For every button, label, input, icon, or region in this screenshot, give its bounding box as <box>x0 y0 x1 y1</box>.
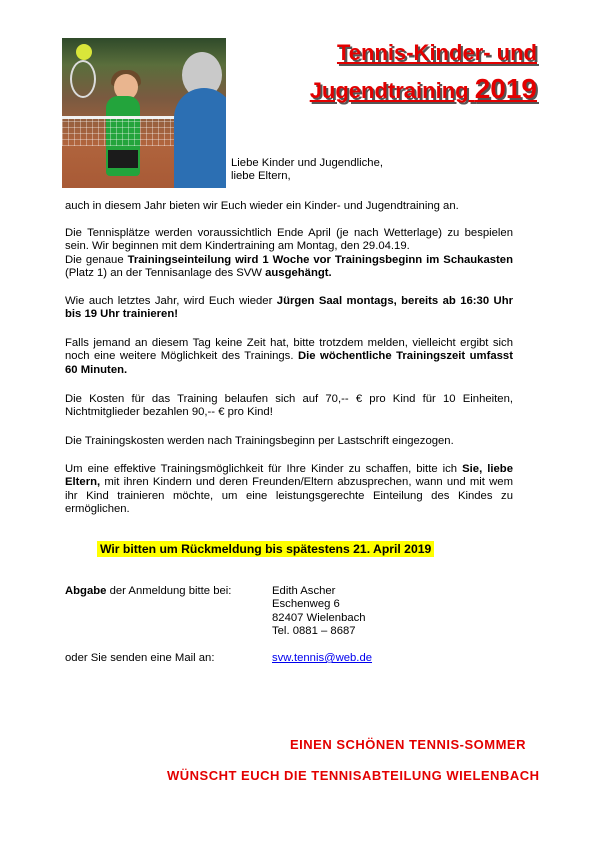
closing-line2: WÜNSCHT EUCH DIE TENNISABTEILUNG WIELENBACH <box>167 768 540 783</box>
greeting <box>231 157 383 184</box>
weekly-time: Die wöchentliche Trainingszeit umfasst 60 Minuten. <box>65 350 513 376</box>
schedule-posted: ausgehängt. <box>265 266 332 279</box>
contact-name: Edith Ascher <box>272 585 336 597</box>
trainer-bold: Jürgen Saal montags, bereits ab 16:30 Uhr bis 19 Uhr trainieren! <box>65 295 513 321</box>
submission-address <box>272 585 366 638</box>
submission-label-bold: Abgabe <box>65 585 107 597</box>
contact-phone: Tel. 0881 – 8687 <box>272 624 356 637</box>
paragraph-costs: Die Kosten für das Training belaufen sich auf 70,-- € pro Kind für 10 Einheiten, Nichtmitglieder bezahlen 90,-- € pro Kind! <box>65 393 513 419</box>
arrangement-parents: Sie, liebe Eltern, <box>65 463 513 489</box>
paragraph-trainer <box>65 295 513 322</box>
girl-shorts <box>108 150 138 168</box>
dates-text: Die Tennisplätze werden voraussichtlich Ende April (je nach Wetterlage) zu bespielen sein. Wir beginnen mit dem Kindertraining am Montag, den 29.04.19. <box>65 227 513 253</box>
schedule-bold: Trainingseinteilung wird 1 Woche vor Trainingsbeginn im Schaukasten <box>127 253 513 266</box>
arrangement-intro: Um eine effektive Trainingsmöglichkeit für Ihre Kinder zu schaffen, bitte ich <box>65 463 463 475</box>
paragraph-arrangement <box>65 463 513 516</box>
tennis-ball <box>76 44 92 60</box>
alternative-text: Falls jemand an diesem Tag keine Zeit hat, bitte trotzdem melden, vielleicht ergibt sich noch eine weitere Möglichkeit des Trainings. <box>65 337 513 363</box>
paragraph-intro: auch in diesem Jahr bieten wir Euch wieder ein Kinder- und Jugendtraining an. <box>65 200 459 212</box>
email-link[interactable]: svw.tennis@web.de <box>272 652 373 664</box>
submission-label <box>65 585 231 598</box>
tennis-photo <box>62 38 226 188</box>
contact-city: 82407 Wielenbach <box>272 611 366 624</box>
arrangement-rest: mit ihren Kindern und deren Freunden/Eltern abzusprechen, wann und mit wem ihr Kind trainieren möchte, um eine leistungsgerechte Einteilung des Kindes zu ermöglichen. <box>65 476 513 515</box>
paragraph-billing: Die Trainingskosten werden nach Trainingsbeginn per Lastschrift eingezogen. <box>65 435 454 447</box>
closing-line1: EINEN SCHÖNEN TENNIS-SOMMER <box>290 737 526 752</box>
title-line2 <box>232 73 537 105</box>
submission-label-rest: der Anmeldung bitte bei: <box>106 585 232 597</box>
schedule-location: (Platz 1) an der Tennisanlage des SVW <box>65 266 266 279</box>
deadline-highlight: Wir bitten um Rückmeldung bis spätestens 21. April 2019 <box>97 541 434 557</box>
coach-shirt <box>174 88 226 188</box>
greeting-line2: liebe Eltern, <box>231 170 291 183</box>
racket <box>70 60 96 98</box>
title-line2-text: Jugendtraining <box>309 78 469 103</box>
greeting-line1: Liebe Kinder und Jugendliche, <box>231 157 383 169</box>
paragraph-dates <box>65 227 513 280</box>
paragraph-alternative <box>65 337 513 377</box>
trainer-intro: Wie auch letztes Jahr, wird Euch wieder <box>65 295 277 307</box>
mail-label: oder Sie senden eine Mail an: <box>65 652 215 664</box>
title-line1: Tennis-Kinder- und <box>336 40 537 65</box>
schedule-intro: Die genaue <box>65 253 128 266</box>
title-year: 2019 <box>474 73 537 104</box>
contact-street: Eschenweg 6 <box>272 598 340 611</box>
